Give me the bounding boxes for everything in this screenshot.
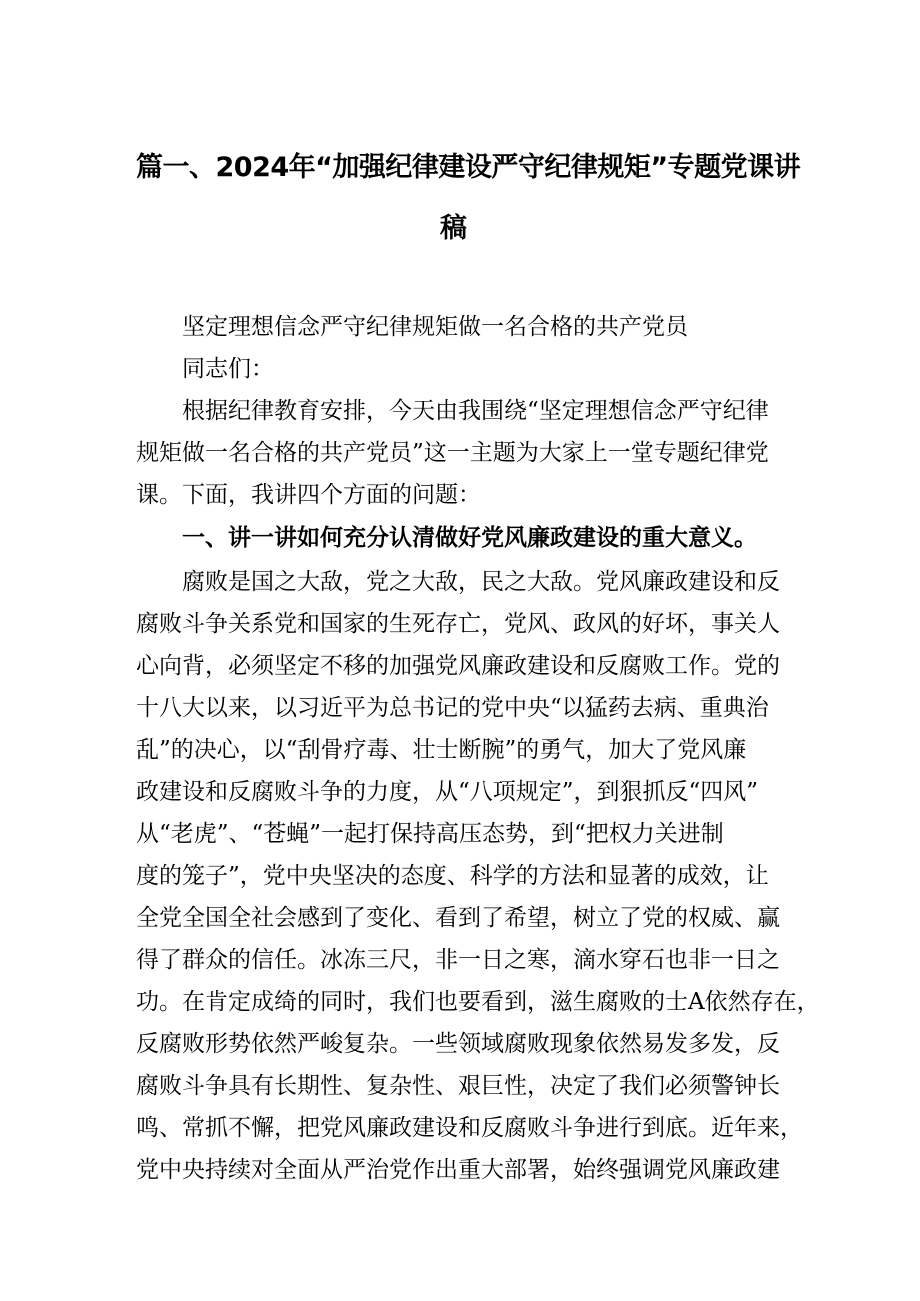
paragraph-line: 功。在肯定成绮的同时，我们也要看到，滋生腐败的士A依然存在，: [136, 989, 820, 1015]
paragraph-line: 心向背，必须坚定不移的加强党风廉政建设和反腐败工作。党的: [136, 653, 780, 679]
section-1-heading: 一、讲一讲如何充分认清做好党风廉政建设的重大意义。: [182, 525, 757, 551]
paragraph-line: 腐败斗争关系党和国家的生死存亡，党风、政风的好坏，事关人: [136, 611, 780, 637]
intro-line: 规矩做一名合格的共产党员”这一主题为大家上一堂专题纪律党: [136, 440, 769, 466]
section-1-paragraph: [136, 561, 820, 1191]
paragraph-line: 党中央持续对全面从严治党作出重大部署，始终强调党风廉政建: [136, 1157, 780, 1183]
paragraph-line: 度的笼子”，党中央坚决的态度、科学的方法和显著的成效，让: [136, 863, 769, 889]
salutation: 同志们：: [182, 356, 274, 382]
speech-subtitle: 坚定理想信念严守纪律规矩做一名合格的共产党员: [182, 314, 688, 340]
paragraph-line: 全党全国全社会感到了变化、看到了希望，树立了党的权威、赢: [136, 905, 780, 931]
intro-line: 课。下面，我讲四个方面的问题：: [136, 482, 481, 508]
paragraph-line: 鸣、常抓不懈，把党风廉政建设和反腐败斗争进行到底。近年来，: [136, 1115, 803, 1141]
paragraph-line: 腐败斗争具有长期性、复杂性、艰巨性，决定了我们必须警钟长: [136, 1073, 780, 1099]
paragraph-line: 从“老虎”、“苍蝇”一起打保持高压态势，到“把权力关进制: [136, 821, 724, 847]
paragraph-line: 反腐败形势依然严峻复杂。一些领域腐败现象依然易发多发，反: [136, 1031, 780, 1057]
intro-line: 根据纪律教育安排，今天由我围绕“坚定理想信念严守纪律: [182, 398, 769, 424]
paragraph-line: 腐败是国之大敌，党之大敌，民之大敌。党风廉政建设和反: [182, 569, 780, 595]
document-title-line-1: 篇一、2024年“加强纪律建设严守纪律规矩”专题党课讲: [136, 152, 801, 183]
intro-paragraph: [136, 390, 786, 516]
paragraph-line: 得了群众的信任。冰冻三尺，非一日之寒，滴水穿石也非一日之: [136, 947, 780, 973]
paragraph-line: 十八大以来，以习近平为总书记的党中央“以猛药去病、重典治: [136, 695, 769, 721]
document-title-line-2: 稿: [440, 213, 467, 244]
paragraph-line: 乱”的决心，以“刮骨疗毒、壮士断腕”的勇气，加大了党风廉: [136, 737, 747, 763]
paragraph-line: 政建设和反腐败斗争的力度，从“八项规定”，到狠抓反“四风”: [136, 779, 759, 805]
